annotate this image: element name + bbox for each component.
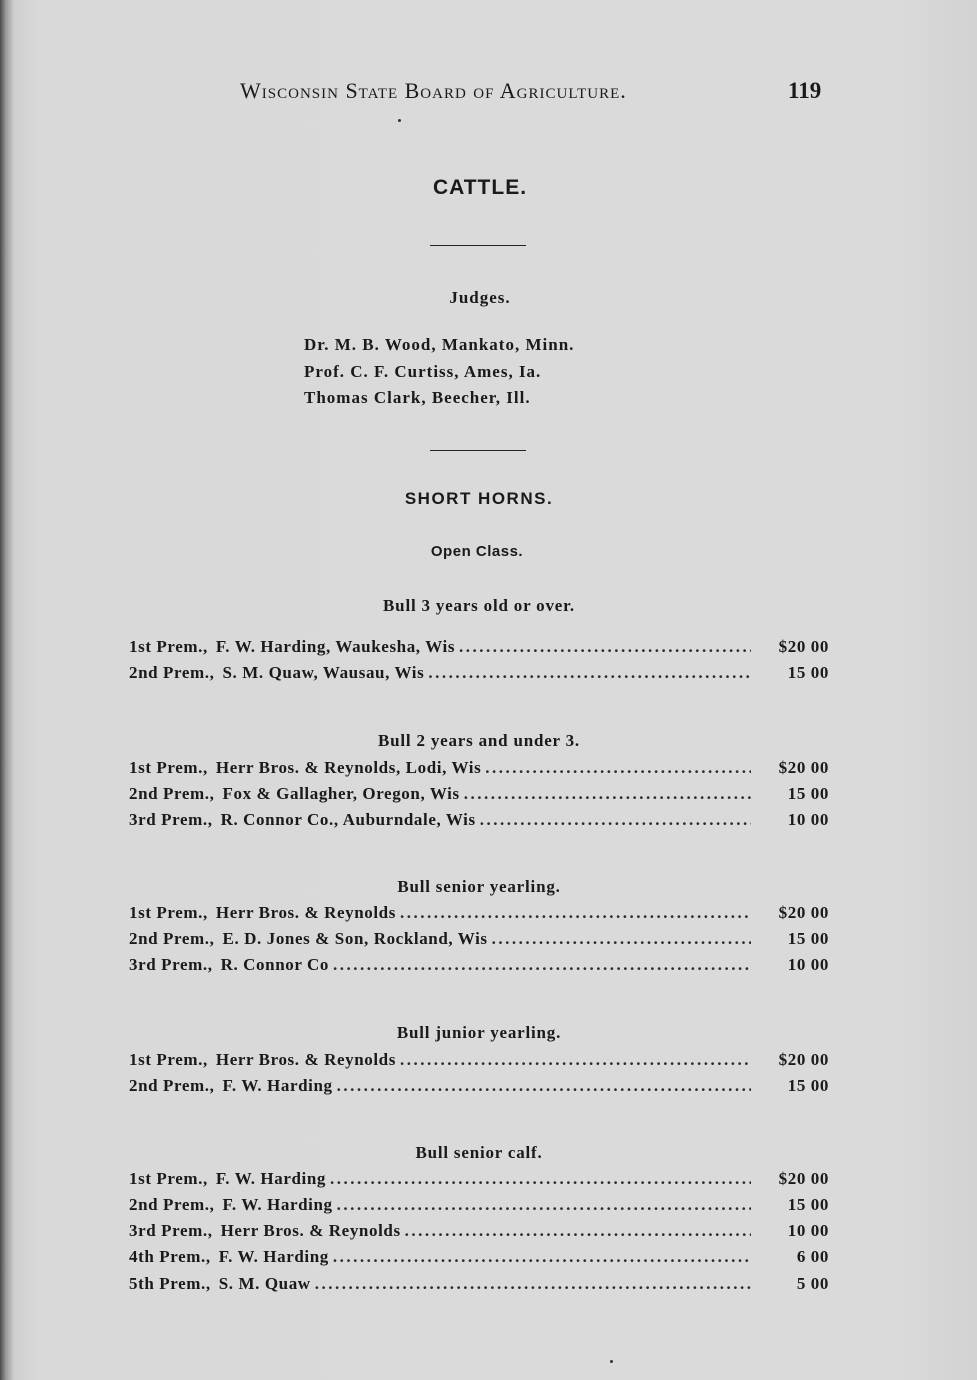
judge-name: Thomas Clark, Beecher, Ill. [304,388,531,407]
premium-place: 1st Prem. [129,637,204,656]
dot-leader [315,1274,751,1294]
premium-amount: $20 00 [778,903,829,922]
entry-separator: , [203,637,208,656]
premium-entry [129,1076,829,1102]
divider-rule [430,450,526,451]
premium-place: 2nd Prem. [129,1076,210,1095]
exhibitor-name: Herr Bros. & Reynolds, Lodi, Wis [215,758,482,777]
dot-leader [333,1247,751,1267]
entry-separator: , [209,1195,215,1214]
premium-amount: 15 00 [787,1195,829,1214]
entry-separator: , [203,1169,208,1188]
premium-entry [129,955,829,981]
print-speck [398,119,401,122]
entry-separator: , [207,955,213,974]
judges-heading: Judges. [449,288,511,307]
premium-place: 2nd Prem. [129,663,210,682]
exhibitor-name: E. D. Jones & Son, Rockland, Wis [222,929,488,948]
premium-place: 1st Prem. [129,758,204,777]
premium-entry [129,758,829,784]
premium-amount: 6 00 [796,1247,829,1266]
premium-place: 2nd Prem. [129,784,210,803]
exhibitor-name: Herr Bros. & Reynolds [215,1050,396,1069]
premium-entry [129,784,829,810]
premium-entry [129,1221,829,1247]
premium-place: 4th Prem. [129,1247,206,1266]
exhibitor-name: F. W. Harding [218,1247,329,1266]
premium-amount: 15 00 [787,663,829,682]
dot-leader [464,784,751,804]
dot-leader [492,929,751,949]
page-header [0,78,977,108]
premium-entry [129,1195,829,1221]
premium-place: 1st Prem. [129,903,204,922]
dot-leader [333,955,751,975]
judge-name: Dr. M. B. Wood, Mankato, Minn. [304,335,575,354]
entry-separator: , [203,758,208,777]
premium-entry [129,810,829,836]
group-heading: Bull senior calf. [415,1143,543,1162]
exhibitor-name: F. W. Harding, Waukesha, Wis [215,637,456,656]
premium-entry [129,1169,829,1195]
premium-place: 3rd Prem. [129,1221,208,1240]
entry-separator: , [203,903,208,922]
dot-leader [405,1221,751,1241]
premium-entry [129,929,829,955]
entry-separator: , [205,1274,211,1293]
entry-separator: , [209,929,215,948]
premium-entry [129,637,829,663]
exhibitor-name: S. M. Quaw [218,1274,311,1293]
dot-leader [485,758,751,778]
premium-amount: $20 00 [778,1050,829,1069]
group-heading: Bull junior yearling. [396,1023,562,1042]
judge-name: Prof. C. F. Curtiss, Ames, Ia. [304,361,542,381]
entry-separator: , [207,1221,213,1240]
premium-entry [129,1274,829,1300]
premium-place: 1st Prem. [129,1169,204,1188]
judges-list [304,332,574,412]
dot-leader [337,1195,751,1215]
premium-place: 3rd Prem. [129,810,208,829]
breed-title: SHORT HORNS. [404,489,554,508]
exhibitor-name: F. W. Harding [222,1195,333,1214]
exhibitor-name: R. Connor Co [220,955,330,974]
exhibitor-name: Fox & Gallagher, Oregon, Wis [222,784,460,803]
premium-amount: $20 00 [778,1169,829,1188]
premium-place: 2nd Prem. [129,929,210,948]
premium-place: 1st Prem. [129,1050,204,1069]
premium-amount: 15 00 [787,784,829,803]
dot-leader [400,1050,751,1070]
dot-leader [428,663,751,683]
entry-separator: , [209,784,215,803]
exhibitor-name: S. M. Quaw, Wausau, Wis [222,663,425,682]
premium-entry [129,1247,829,1273]
exhibitor-name: F. W. Harding [215,1169,327,1188]
class-title: Open Class. [430,543,524,560]
page-number: 119 [788,78,822,103]
premium-amount: 15 00 [787,929,829,948]
entry-separator: , [207,810,213,829]
running-title: Wisconsin State Board of Agriculture. [240,78,627,103]
entry-separator: , [209,663,215,682]
premium-amount: 5 00 [796,1274,829,1293]
premium-place: 5th Prem. [129,1274,206,1293]
premium-amount: 10 00 [787,810,829,829]
premium-entry [129,903,829,929]
dot-leader [400,903,751,923]
exhibitor-name: F. W. Harding [222,1076,333,1095]
print-speck [610,1360,613,1363]
dot-leader [480,810,751,830]
section-title: CATTLE. [432,176,528,199]
premium-place: 3rd Prem. [129,955,208,974]
exhibitor-name: R. Connor Co., Auburndale, Wis [220,810,476,829]
premium-place: 2nd Prem. [129,1195,210,1214]
divider-rule [430,245,526,246]
premium-amount: 10 00 [787,1221,829,1240]
exhibitor-name: Herr Bros. & Reynolds [215,903,396,922]
dot-leader [330,1169,751,1189]
dot-leader [459,637,751,657]
premium-entry [129,1050,829,1076]
group-heading: Bull 2 years and under 3. [377,731,580,750]
premium-amount: $20 00 [778,758,829,777]
exhibitor-name: Herr Bros. & Reynolds [220,1221,401,1240]
entry-separator: , [203,1050,208,1069]
entry-separator: , [209,1076,215,1095]
premium-amount: 10 00 [787,955,829,974]
premium-amount: $20 00 [778,637,829,656]
group-heading: Bull 3 years old or over. [383,596,575,615]
premium-entry [129,663,829,689]
premium-amount: 15 00 [787,1076,829,1095]
dot-leader [337,1076,751,1096]
entry-separator: , [205,1247,211,1266]
group-heading: Bull senior yearling. [397,877,561,896]
